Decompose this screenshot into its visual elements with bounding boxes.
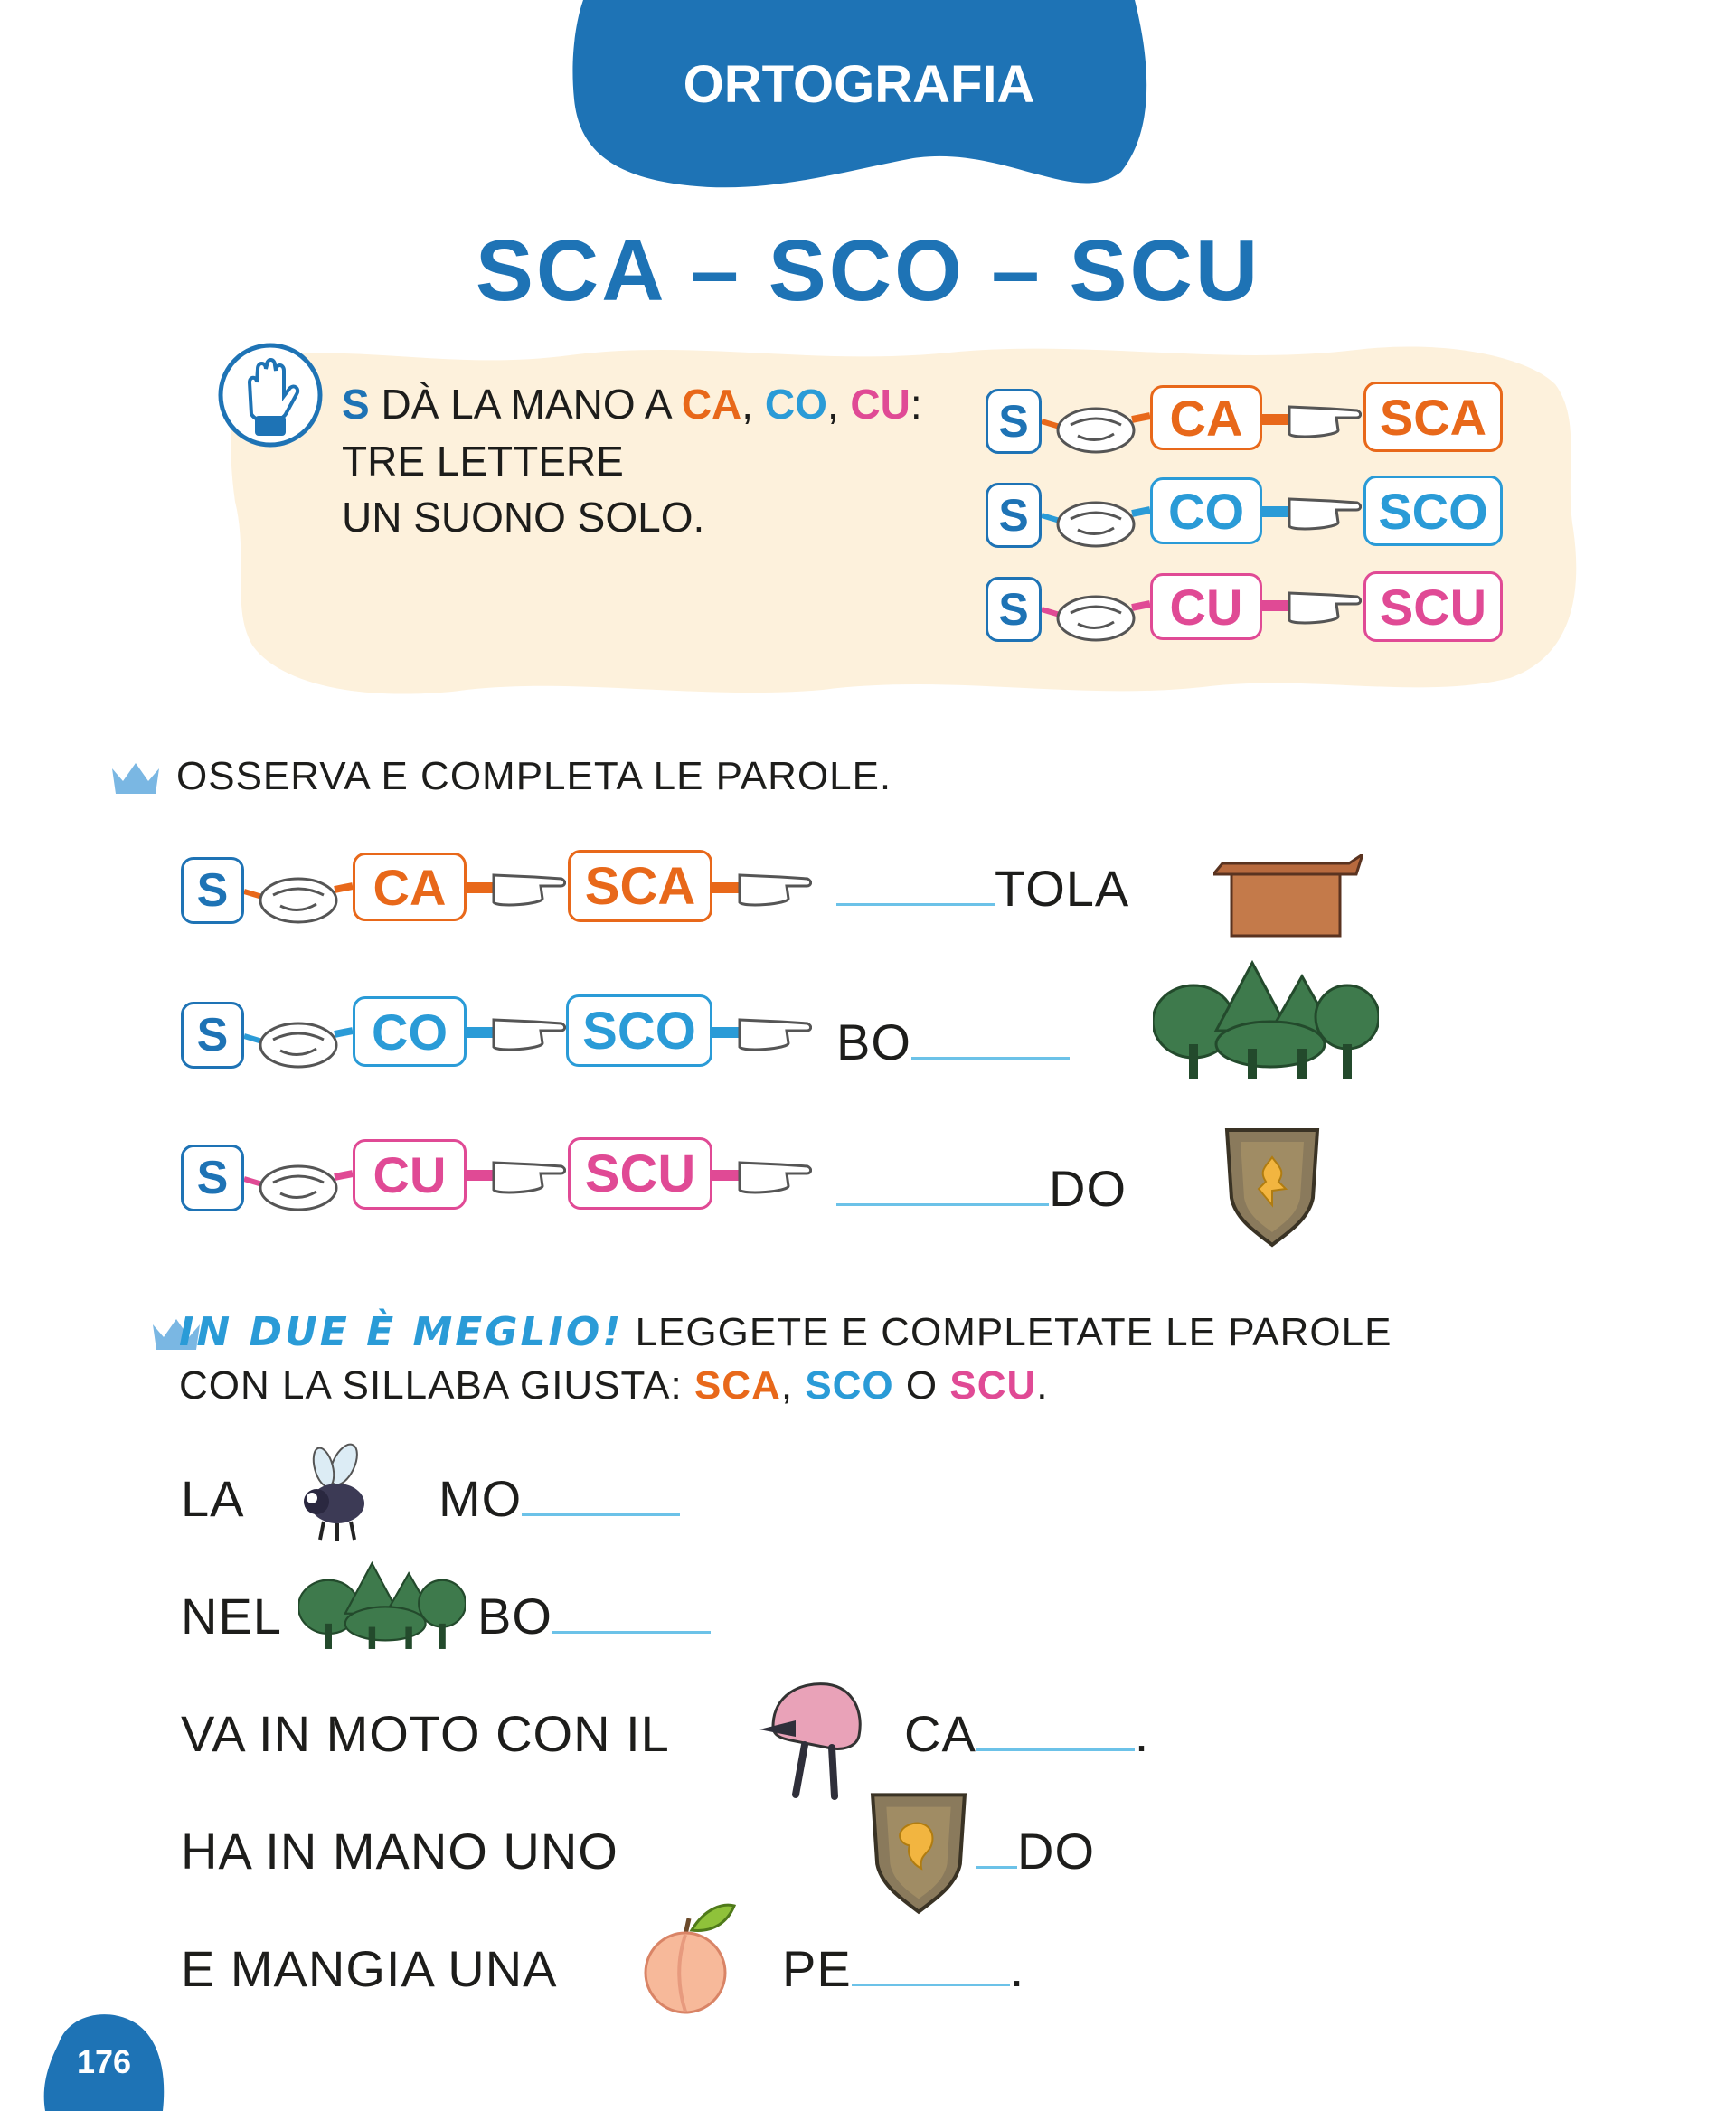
- instruction-text: CON LA SILLABA GIUSTA:: [179, 1363, 694, 1408]
- period: .: [1036, 1363, 1049, 1408]
- sentence-4-start: HA IN MANO UNO: [181, 1823, 618, 1880]
- word-to-complete: [836, 1159, 1127, 1218]
- rule-co: CO: [764, 381, 827, 428]
- word-end: .: [1009, 1940, 1025, 1997]
- handshake-icon: [1042, 582, 1150, 647]
- result-box: SCU: [1363, 571, 1503, 642]
- exercise-2-instruction-line-1: [179, 1309, 1392, 1355]
- page-title: SCA – SCO – SCU: [475, 222, 1261, 319]
- pointing-hand-icon: [1262, 490, 1362, 535]
- result-box: SCA: [1363, 382, 1503, 452]
- handshake-icon: [1042, 488, 1150, 553]
- letter-s-box: S: [986, 483, 1042, 548]
- pointing-hand-icon: [712, 1154, 812, 1199]
- sentence-3-word: [904, 1704, 1149, 1763]
- word-to-complete: [836, 859, 1129, 918]
- result-box: SCU: [568, 1137, 712, 1210]
- answer-blank[interactable]: [522, 1510, 680, 1516]
- answer-blank[interactable]: [836, 900, 995, 906]
- letter-s-box: S: [986, 577, 1042, 642]
- pointing-hand-icon: [712, 1011, 812, 1056]
- word-start: PE: [782, 1940, 852, 1997]
- exercise-1-instruction: OSSERVA E COMPLETA LE PAROLE.: [176, 754, 892, 798]
- pointing-hand-icon: [467, 1154, 566, 1199]
- rule-ca: CA: [681, 381, 742, 428]
- syllable-scu: SCU: [949, 1363, 1037, 1408]
- letter-s-box: S: [181, 1002, 244, 1069]
- answer-blank[interactable]: [976, 1862, 1017, 1869]
- exercise-2-instruction-text: LEGGETE E COMPLETATE LE PAROLE: [623, 1310, 1392, 1354]
- forest-picture: [298, 1553, 466, 1657]
- word-suffix: TOLA: [995, 860, 1130, 917]
- peach-picture: [633, 1899, 741, 2016]
- exercise-2-title: IN DUE È MEGLIO!: [179, 1309, 624, 1355]
- syllable-box: CO: [353, 996, 467, 1067]
- word-start: BO: [477, 1588, 552, 1645]
- rule-text-line-1: [342, 380, 922, 429]
- pointing-hand-icon: [1262, 584, 1362, 629]
- answer-blank[interactable]: [976, 1745, 1135, 1751]
- shield-picture: [868, 1790, 969, 1915]
- raised-hand-icon: [217, 342, 324, 448]
- word-suffix: DO: [1049, 1160, 1127, 1217]
- forest-picture: [1153, 958, 1379, 1080]
- handshake-icon: [244, 864, 353, 929]
- pointing-hand-icon: [467, 866, 566, 911]
- sentence-3-start: VA IN MOTO CON IL: [181, 1705, 670, 1762]
- result-box: SCA: [568, 850, 712, 922]
- fly-picture: [288, 1442, 378, 1541]
- syllable-sca: SCA: [693, 1363, 781, 1408]
- syllable-box: CO: [1150, 477, 1262, 544]
- syllable-box: CA: [353, 853, 467, 921]
- pointing-hand-icon: [1262, 398, 1362, 443]
- rule-comma-1: ,: [741, 381, 765, 428]
- word-start: DO: [1017, 1823, 1095, 1880]
- sentence-1-start: LA: [181, 1470, 245, 1527]
- shield-picture: [1222, 1126, 1322, 1248]
- comma: ,: [780, 1363, 806, 1408]
- exercise-2-instruction-line-2: [179, 1363, 1049, 1409]
- rule-colon: :: [910, 381, 922, 428]
- sentence-5-start: E MANGIA UNA: [181, 1940, 558, 1997]
- page-number: 176: [76, 2043, 132, 2080]
- sentence-1-word: [439, 1469, 680, 1528]
- rule-cu: CU: [850, 381, 910, 428]
- sentence-2-word: [477, 1587, 711, 1645]
- rule-text-1: DÀ LA MANO A: [369, 381, 682, 428]
- word-start: MO: [439, 1470, 523, 1527]
- syllable-box: CA: [1150, 385, 1262, 450]
- syllable-box: CU: [1150, 573, 1262, 640]
- pointing-hand-icon: [712, 866, 812, 911]
- answer-blank[interactable]: [852, 1980, 1010, 1986]
- word-to-complete: [836, 1013, 1070, 1071]
- letter-s-box: S: [986, 389, 1042, 454]
- result-box: SCO: [566, 994, 712, 1067]
- word-start: CA: [904, 1705, 976, 1762]
- result-box: SCO: [1363, 476, 1503, 546]
- rule-text-line-3: UN SUONO SOLO.: [342, 494, 705, 541]
- box-picture: [1213, 854, 1363, 938]
- syllable-box: CU: [353, 1139, 467, 1210]
- answer-blank[interactable]: [836, 1200, 1049, 1206]
- rule-s: S: [342, 381, 370, 428]
- letter-s-box: S: [181, 857, 244, 924]
- section-title: ORTOGRAFIA: [683, 55, 1035, 114]
- handshake-icon: [244, 1152, 353, 1217]
- conjunction-o: O: [893, 1363, 950, 1408]
- word-end: .: [1134, 1705, 1150, 1762]
- crown-icon: [108, 759, 163, 797]
- pointing-hand-icon: [467, 1011, 566, 1056]
- handshake-icon: [1042, 394, 1150, 459]
- answer-blank[interactable]: [552, 1627, 711, 1634]
- answer-blank[interactable]: [911, 1053, 1070, 1060]
- letter-s-box: S: [181, 1145, 244, 1211]
- handshake-icon: [244, 1009, 353, 1074]
- word-prefix: BO: [836, 1013, 911, 1070]
- sentence-2-start: NEL: [181, 1588, 282, 1645]
- syllable-sco: SCO: [805, 1363, 894, 1408]
- rule-text-line-2: TRE LETTERE: [342, 438, 624, 485]
- helmet-picture: [755, 1677, 868, 1804]
- rule-comma-2: ,: [826, 381, 851, 428]
- sentence-4-word: [976, 1822, 1095, 1880]
- sentence-5-word: [782, 1939, 1024, 1998]
